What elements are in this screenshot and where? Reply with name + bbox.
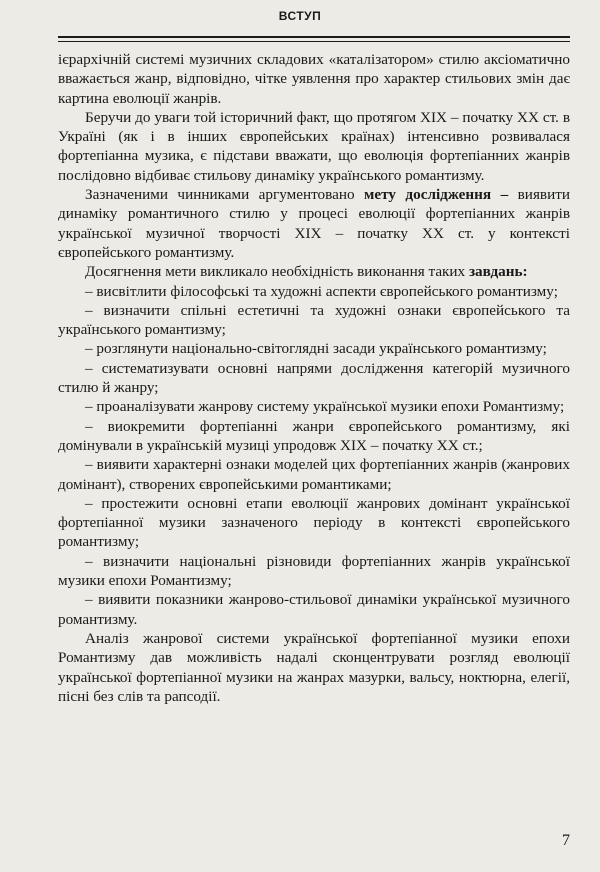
task-item: – виявити характерні ознаки моделей цих фортепіанних жанрів (жанрових домінант), створених європейськими романтиками; bbox=[58, 456, 570, 493]
paragraph-research-aim bbox=[58, 185, 570, 262]
paragraph-continued: ієрархічній системі музичних складових «каталізатором» стилю аксіоматично вважається жанр, відповідно, чітке уявлення про характер стильових змін дає картина еволюції жанрів. bbox=[58, 51, 570, 107]
paragraph-genre-analysis: Аналіз жанрової системи української фортепіанної музики епохи Романтизму дав можливість надалі сконцентрувати розгляд еволюції української фортепіанної музики на жанрах мазурки, вальсу, ноктюрна, елегії, пісні без слів та рапсодії. bbox=[58, 629, 570, 705]
page-body bbox=[58, 50, 570, 706]
paragraph-historical-fact: Беручи до уваги той історичний факт, що протягом XIX – початку XX ст. в Україні (як і в інших європейських країнах) інтенсивно розвивалася фортепіанна музика, є підстави вважати, що еволюція фортепіанних жанрів послідовно відбиває стильову динаміку українського романтизму. bbox=[58, 108, 570, 184]
task-item: – визначити національні різновиди фортепіанних жанрів української музики епохи Романтизму; bbox=[58, 552, 570, 590]
task-item: – розглянути національно-світоглядні засади українського романтизму; bbox=[85, 340, 547, 358]
aim-intro: Зазначеними чинниками аргументовано bbox=[85, 186, 365, 204]
header-rule bbox=[58, 36, 570, 38]
task-item: – виявити показники жанрово-стильової динаміки української музичного романтизму. bbox=[58, 591, 570, 628]
task-item: – систематизувати основні напрями дослідження категорій музичного стилю й жанру; bbox=[58, 359, 570, 397]
page-number: 7 bbox=[562, 832, 570, 849]
tasks-intro: Досягнення мети викликало необхідність виконання таких bbox=[85, 263, 469, 281]
task-item: – виокремити фортепіанні жанри європейського романтизму, які домінували в українській музиці упродовж XIX – початку XX ст.; bbox=[58, 417, 570, 454]
task-item: – висвітлити філософські та художні аспекти європейського романтизму; bbox=[85, 282, 558, 300]
aim-text: виявити динаміку романтичного стилю у процесі еволюції фортепіанних жанрів української музичної творчості XIX – початку XX ст. у контексті європейського романтизму. bbox=[58, 186, 570, 261]
task-item: – простежити основні етапи еволюції жанрових домінант української фортепіанної музики зазначеного періоду в контексті європейського романтизму; bbox=[58, 494, 570, 551]
task-item: – визначити спільні естетичні та художні ознаки європейського та українського романтизму; bbox=[58, 301, 570, 339]
header-rule-thin bbox=[58, 41, 570, 42]
aim-term: мету дослідження – bbox=[364, 186, 509, 204]
paragraph-tasks-intro bbox=[58, 262, 570, 281]
running-title: ВСТУП bbox=[278, 9, 322, 23]
task-item: – проаналізувати жанрову систему української музики епохи Романтизму; bbox=[85, 398, 565, 416]
tasks-term: завдань: bbox=[468, 263, 528, 281]
